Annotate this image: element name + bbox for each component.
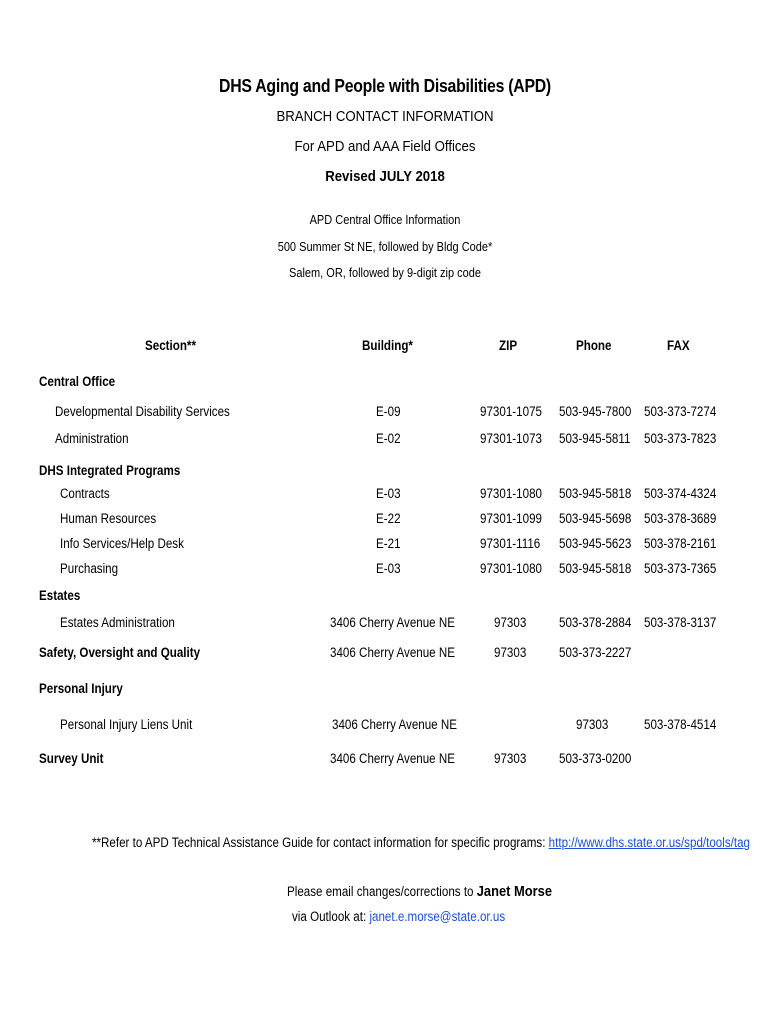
row-phone: 503-945-5698 [559,511,632,526]
row-section: Estates Administration [60,615,175,630]
footnote-text: **Refer to APD Technical Assistance Guide for contact information for specific programs: [92,835,549,850]
email-link[interactable]: janet.e.morse@state.or.us [369,909,506,924]
info-line-3: Salem, OR, followed by 9-digit zip code [288,266,481,280]
row-phone: 503-945-5818 [559,486,632,501]
outlook-line [292,909,505,924]
group-survey-unit: Survey Unit [39,751,104,766]
row-phone: 503-373-2227 [559,645,632,660]
row-section: Administration [55,431,129,446]
row-zip: 97301-1073 [480,431,542,446]
document-title: DHS Aging and People with Disabilities (APD) [219,76,551,96]
row-phone: 503-378-2884 [559,615,632,630]
row-zip: 97303 [494,615,527,630]
row-zip: 97301-1099 [480,511,542,526]
row-fax: 503-373-7274 [644,404,717,419]
row-zip: 97301-1116 [480,536,541,551]
row-phone: 503-373-0200 [559,751,632,766]
col-header-fax: FAX [667,338,690,353]
row-phone: 503-945-5811 [559,431,631,446]
group-estates: Estates [39,588,81,603]
row-building: E-21 [376,536,401,551]
row-building: E-22 [376,511,401,526]
row-building: E-02 [376,431,401,446]
row-zip: 97303 [494,645,527,660]
subtitle-branch: BRANCH CONTACT INFORMATION [276,108,494,125]
group-central-office: Central Office [39,374,116,389]
outlook-prefix: via Outlook at: [292,909,370,924]
row-phone: 503-945-5623 [559,536,632,551]
row-fax: 503-373-7823 [644,431,717,446]
tag-guide-link[interactable]: http://www.dhs.state.or.us/spd/tools/tag [548,835,751,850]
row-fax: 503-373-7365 [644,561,717,576]
row-section: Human Resources [60,511,157,526]
group-safety: Safety, Oversight and Quality [39,645,201,660]
contact-name: Janet Morse [476,883,553,900]
group-dhs-programs: DHS Integrated Programs [39,463,181,478]
col-header-phone: Phone [576,338,612,353]
row-building: E-03 [376,561,401,576]
row-building: E-03 [376,486,401,501]
row-zip: 97303 [494,751,527,766]
email-line [287,883,552,900]
footnote [92,835,750,850]
row-phone: 97303 [576,717,609,732]
row-section: Purchasing [60,561,119,576]
row-phone: 503-945-7800 [559,404,632,419]
row-building: 3406 Cherry Avenue NE [330,615,455,630]
col-header-zip: ZIP [499,338,518,353]
row-fax: 503-378-3689 [644,511,717,526]
col-header-section: Section** [145,338,196,353]
row-fax: 503-378-3137 [644,615,717,630]
info-line-1: APD Central Office Information [309,213,461,227]
row-fax: 503-378-4514 [644,717,717,732]
row-building: 3406 Cherry Avenue NE [332,717,457,732]
row-section: Personal Injury Liens Unit [60,717,193,732]
info-line-2: 500 Summer St NE, followed by Bldg Code* [277,240,493,254]
row-fax: 503-378-2161 [644,536,717,551]
subtitle-offices: For APD and AAA Field Offices [294,138,476,155]
row-zip: 97301-1080 [480,561,542,576]
row-building: E-09 [376,404,401,419]
row-section: Contracts [60,486,110,501]
row-section: Developmental Disability Services [55,404,230,419]
row-zip: 97301-1075 [480,404,542,419]
row-phone: 503-945-5818 [559,561,632,576]
email-prefix: Please email changes/corrections to [287,884,477,899]
revised-date: Revised JULY 2018 [325,168,445,185]
col-header-building: Building* [362,338,413,353]
row-zip: 97301-1080 [480,486,542,501]
row-building: 3406 Cherry Avenue NE [330,751,455,766]
row-section: Info Services/Help Desk [60,536,184,551]
row-fax: 503-374-4324 [644,486,717,501]
row-building: 3406 Cherry Avenue NE [330,645,455,660]
group-personal-injury: Personal Injury [39,681,123,696]
